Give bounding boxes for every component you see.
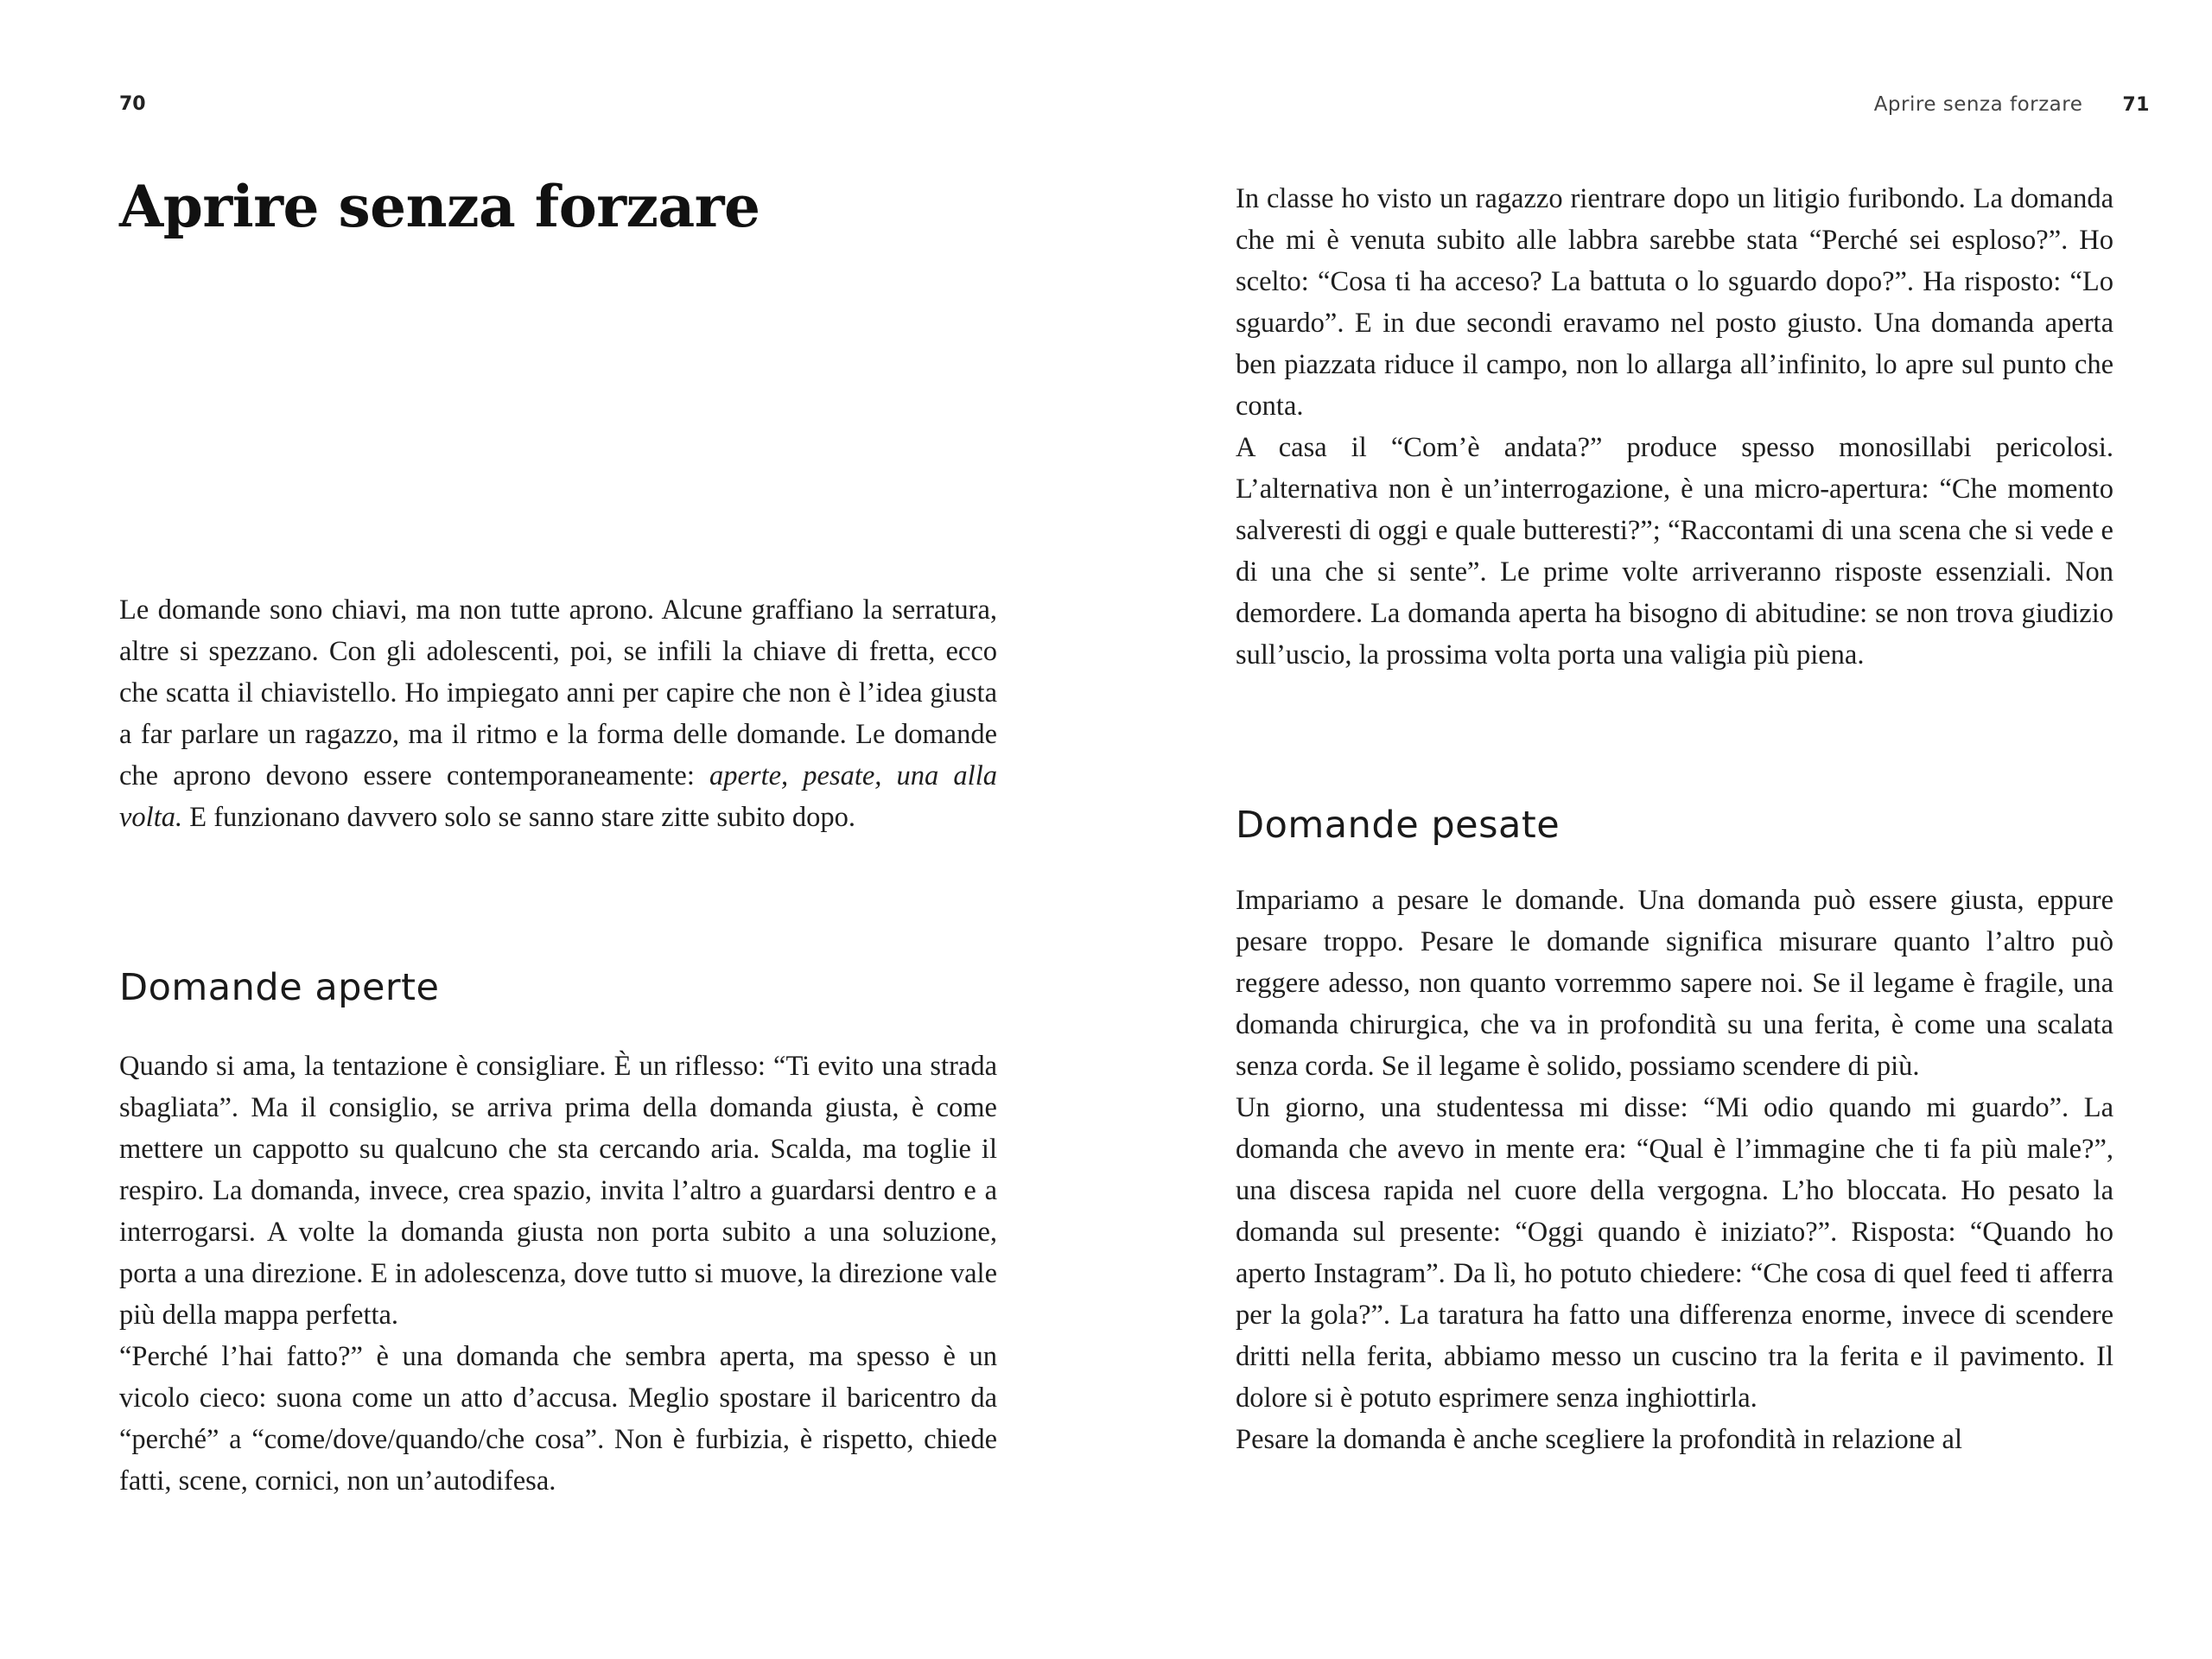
page-number-left: 70 xyxy=(119,93,146,115)
running-head xyxy=(1874,93,2150,116)
intro-paragraph xyxy=(119,589,997,838)
chapter-title: Aprire senza forzare xyxy=(119,173,760,240)
body-paragraph: Pesare la domanda è anche scegliere la profondità in relazione al xyxy=(1236,1424,1962,1455)
section-title-domande-aperte: Domande aperte xyxy=(119,966,440,1009)
page-number-right: 71 xyxy=(2122,94,2150,116)
body-paragraph: Un giorno, una studentessa mi disse: “Mi odio quando mi guardo”. La domanda che avevo in mente era: “Qual è l’immagine che ti fa più male?”, una discesa rapida nel cuore della vergogna. L’ho bloccata. Ho pesato la domanda sul presente: “Oggi quando è iniziato?”. Risposta: “Quando ho aperto Instagram”. Da lì, ho potuto chiedere: “Che cosa di quel feed ti afferra per la gola?”. La taratura ha fatto una differenza enorme, invece di scendere dritti nella ferita, abbiamo messo un cuscino tra la ferita e il pavimento. Il dolore si è potuto esprimere senza inghiottirla. xyxy=(1236,1092,2113,1414)
right-page xyxy=(1106,0,2212,1659)
section-body-domande-pesate xyxy=(1236,880,2113,1460)
intro-text xyxy=(119,589,997,838)
top-paragraphs xyxy=(1236,178,2113,676)
body-paragraph: Impariamo a pesare le domande. Una domanda può essere giusta, eppure pesare troppo. Pesare le domande significa misurare quanto l’altro può reggere adesso, non quanto vorremmo sapere noi. Se il legame è fragile, una domanda chirurgica, che va in profondità su una ferita, è come una scalata senza corda. Se il legame è solido, possiamo scendere di più. xyxy=(1236,885,2113,1082)
section-title-domande-pesate: Domande pesate xyxy=(1236,804,1560,847)
body-paragraph: A casa il “Com’è andata?” produce spesso monosillabi pericolosi. L’alternativa non è un’interrogazione, è una micro-apertura: “Che momento salveresti di oggi e quale butteresti?”; “Raccontami di una scena che si vede e di una che si sente”. Le prime volte arriveranno risposte essenziali. Non demordere. La domanda aperta ha bisogno di abitudine: se non trova giudizio sull’uscio, la prossima volta porta una valigia più piena. xyxy=(1236,432,2113,671)
intro-text-end: E funzionano davvero solo se sanno stare zitte subito dopo. xyxy=(182,802,856,833)
intro-emphasis: aperte, pesate, una alla volta. xyxy=(119,760,997,833)
section-body-domande-aperte xyxy=(119,1046,997,1502)
body-paragraph: In classe ho visto un ragazzo rientrare dopo un litigio furibondo. La domanda che mi è venuta subito alle labbra sarebbe stata “Perché sei esploso?”. Ho scelto: “Cosa ti ha acceso? La battuta o lo sguardo dopo?”. Ha risposto: “Lo sguardo”. E in due secondi eravamo nel posto giusto. Una domanda aperta ben piazzata riduce il campo, non lo allarga all’infinito, lo apre sul punto che conta. xyxy=(1236,183,2113,422)
intro-text-start: Le domande sono chiavi, ma non tutte aprono. Alcune graffiano la serratura, altre si spezzano. Con gli adolescenti, poi, se infili la chiave di fretta, ecco che scatta il chiavistello. Ho impiegato anni per capire che non è l’idea giusta a far parlare un ragazzo, ma il ritmo e la forma delle domande. Le domande che aprono devono essere contemporaneamente: xyxy=(119,594,997,791)
running-head-title: Aprire senza forzare xyxy=(1873,93,2083,116)
body-paragraph: “Perché l’hai fatto?” è una domanda che sembra aperta, ma spesso è un vicolo cieco: suona come un atto d’accusa. Meglio spostare il baricentro da “perché” a “come/dove/quando/che cosa”. Non è furbizia, è rispetto, chiede fatti, scene, cornici, non un’autodifesa. xyxy=(119,1341,997,1497)
body-paragraph: Quando si ama, la tentazione è consigliare. È un riflesso: “Ti evito una strada sbagliata”. Ma il consiglio, se arriva prima della domanda giusta, è come mettere un cappotto su qualcuno che sta cercando aria. Scalda, ma toglie il respiro. La domanda, invece, crea spazio, invita l’altro a guardarsi dentro e a interrogarsi. A volte la domanda giusta non porta subito a una soluzione, porta a una direzione. E in adolescenza, dove tutto si muove, la direzione vale più della mappa perfetta. xyxy=(119,1051,997,1331)
